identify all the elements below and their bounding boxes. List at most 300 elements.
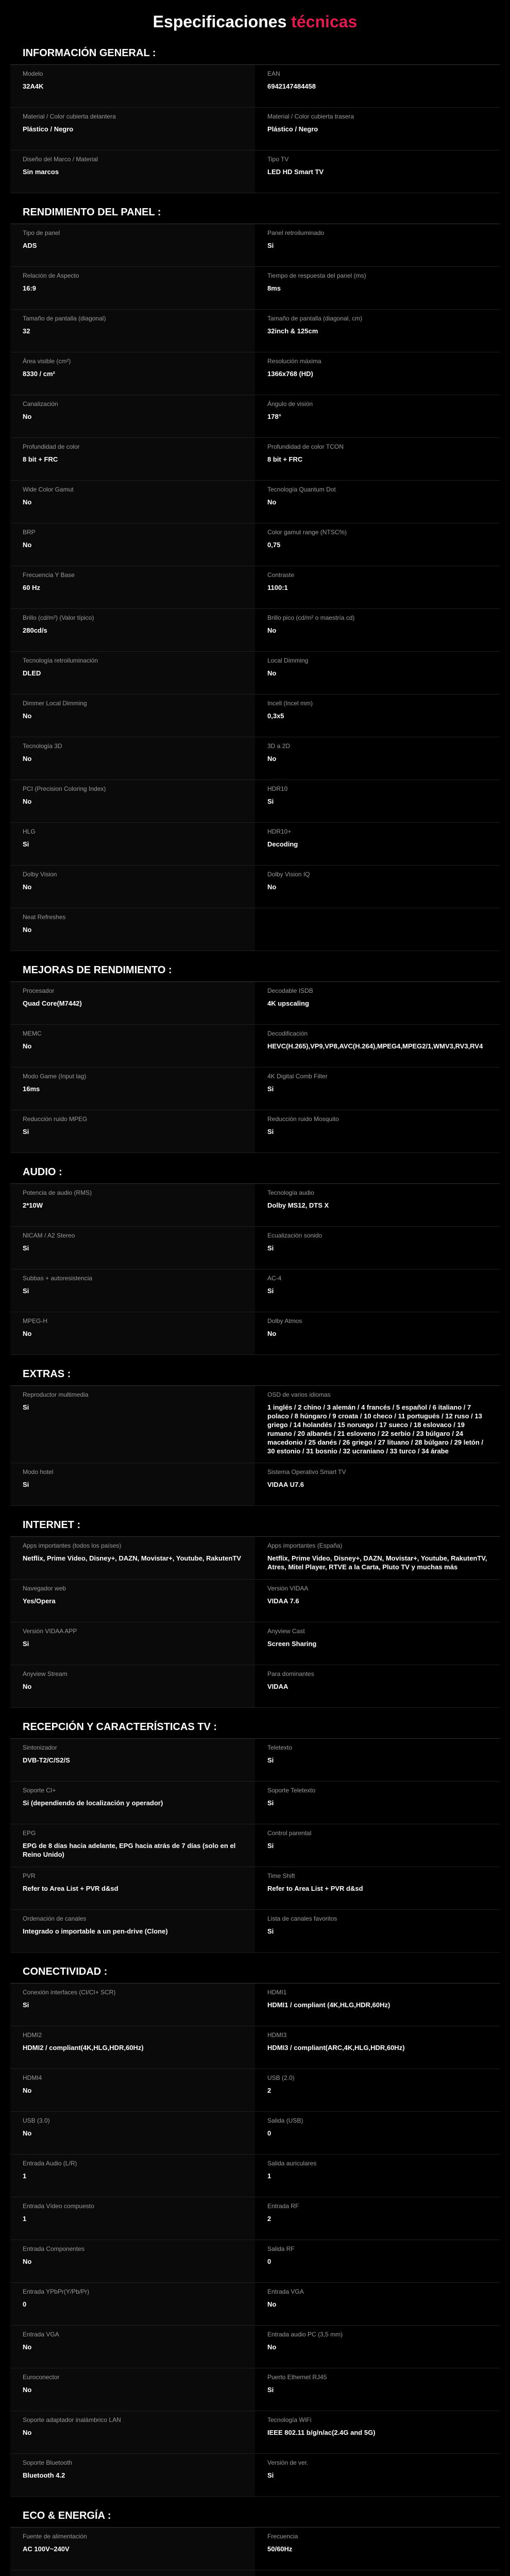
- spec-value: VIDAA 7.6: [267, 1597, 299, 1605]
- spec-value: Plástico / Negro: [267, 125, 318, 133]
- spec-value: Si: [267, 2471, 274, 2479]
- spec-value: VIDAA: [267, 1683, 288, 1690]
- spec-label: Puerto Ethernet RJ45: [267, 2374, 327, 2381]
- spec-item: [10, 310, 255, 352]
- page-title: [0, 0, 510, 34]
- spec-item: [10, 1463, 255, 1506]
- spec-label: Tecnología Quantum Dot: [267, 486, 336, 493]
- spec-label: Tiempo de respuesta del panel (ms): [267, 272, 366, 279]
- spec-sections: [0, 34, 510, 2576]
- spec-item: [10, 523, 255, 566]
- spec-value: Si: [267, 2386, 274, 2394]
- spec-value: Si: [23, 1640, 29, 1648]
- spec-item: [255, 1782, 500, 1824]
- spec-value: No: [267, 626, 277, 634]
- spec-section: [10, 193, 500, 951]
- spec-value: Si: [23, 1244, 29, 1252]
- spec-label: Canalización: [23, 400, 58, 408]
- spec-item: [255, 2368, 500, 2411]
- spec-value: No: [267, 2343, 277, 2351]
- spec-grid: [10, 1184, 500, 1355]
- spec-item: [10, 2528, 255, 2570]
- spec-label: Entrada VGA: [267, 2288, 304, 2295]
- spec-label: Panel retroiluminado: [267, 229, 325, 236]
- spec-item: [10, 65, 255, 108]
- spec-item: [10, 2026, 255, 2069]
- spec-item: [10, 780, 255, 823]
- spec-item: [255, 609, 500, 652]
- spec-label: Ordenación de canales: [23, 1915, 87, 1922]
- spec-label: Teletexto: [267, 1744, 293, 1751]
- spec-label: Lista de canales favoritos: [267, 1915, 337, 1922]
- spec-label: Modo hotel: [23, 1468, 54, 1476]
- spec-item: [255, 150, 500, 193]
- spec-label: OSD de varios idiomas: [267, 1391, 331, 1398]
- spec-value: No: [23, 2386, 32, 2394]
- spec-item: [255, 823, 500, 866]
- spec-label: Versión de ver.: [267, 2459, 309, 2466]
- spec-label: 3D a 2D: [267, 742, 291, 750]
- spec-item: [10, 1984, 255, 2026]
- spec-label: Apps importantes (España): [267, 1542, 343, 1549]
- spec-label: Entrada Audio (L/R): [23, 2160, 77, 2167]
- spec-item: [255, 1386, 500, 1463]
- spec-section: [10, 1953, 500, 2497]
- spec-item: [10, 566, 255, 609]
- spec-value: 2: [267, 2215, 271, 2223]
- spec-label: Tecnología retroiluminación: [23, 657, 98, 664]
- spec-value: AC 100V~240V: [23, 2545, 70, 2553]
- spec-label: Tamaño de pantalla (diagonal): [23, 315, 106, 322]
- spec-value: Netflix, Prime Video, Disney+, DAZN, Movistar+, Youtube, RakutenTV, Atres, Mitel Player, RTVE a la Carta, Pluto TV y muchas más: [267, 1554, 487, 1571]
- spec-label: Brillo pico (cd/m² o maestría cd): [267, 614, 355, 621]
- spec-label: Tecnología WiFi: [267, 2416, 312, 2424]
- spec-value: HDMI2 / compliant(4K,HLG,HDR,60Hz): [23, 2044, 144, 2052]
- spec-value: Si: [23, 1481, 29, 1488]
- spec-label: Relación de Aspecto: [23, 272, 79, 279]
- spec-value: 50/60Hz: [267, 2545, 293, 2553]
- spec-item: [255, 780, 500, 823]
- spec-label: Ángulo de visión: [267, 400, 313, 408]
- spec-value: 0,3x5: [267, 712, 284, 720]
- spec-value: Si: [267, 798, 274, 805]
- spec-item: [10, 1537, 255, 1580]
- section-title: INTERNET :: [10, 1506, 500, 1537]
- spec-item: [255, 2570, 500, 2576]
- spec-value: Si: [267, 1244, 274, 1252]
- spec-item: [10, 2155, 255, 2197]
- spec-label: USB (3.0): [23, 2117, 50, 2124]
- spec-item: [10, 694, 255, 737]
- spec-value: No: [23, 926, 32, 934]
- section-title: AUDIO :: [10, 1153, 500, 1184]
- spec-value: No: [23, 2129, 32, 2137]
- spec-value: 8 bit + FRC: [23, 455, 58, 463]
- spec-value: No: [23, 883, 32, 891]
- spec-label: NICAM / A2 Stereo: [23, 1232, 75, 1239]
- spec-item: [255, 481, 500, 523]
- spec-label: Entrada Vídeo compuesto: [23, 2202, 94, 2210]
- spec-section: [10, 951, 500, 1153]
- spec-value: No: [267, 498, 277, 506]
- spec-label: Profundidad de color: [23, 443, 80, 450]
- spec-label: Material / Color cubierta delantera: [23, 113, 116, 120]
- spec-label: MPEG-H: [23, 1317, 47, 1325]
- spec-label: Decodable ISDB: [267, 987, 313, 994]
- spec-value: Si: [23, 1287, 29, 1295]
- spec-label: HDR10: [267, 785, 288, 792]
- spec-label: Salida auriculares: [267, 2160, 317, 2167]
- spec-item: [255, 1910, 500, 1953]
- spec-value: No: [23, 1683, 32, 1690]
- spec-item: [10, 438, 255, 481]
- spec-label: Entrada audio PC (3,5 mm): [267, 2331, 343, 2338]
- spec-item: [10, 2112, 255, 2155]
- spec-label: Dimmer Local Dimming: [23, 700, 87, 707]
- spec-item: [10, 1110, 255, 1153]
- spec-label: Euroconector: [23, 2374, 60, 2381]
- spec-label: Ecualización sonido: [267, 1232, 322, 1239]
- spec-label: Sintonizador: [23, 1744, 57, 1751]
- spec-section: [10, 1708, 500, 1953]
- spec-label: Soporte CI+: [23, 1787, 56, 1794]
- spec-item: [10, 1067, 255, 1110]
- spec-label: Diseño del Marco / Material: [23, 156, 98, 163]
- spec-item: [255, 2411, 500, 2454]
- spec-label: PVR: [23, 1872, 36, 1879]
- spec-item: [255, 2283, 500, 2326]
- spec-item: [255, 438, 500, 481]
- spec-value: 0: [267, 2258, 271, 2265]
- spec-value: No: [23, 2343, 32, 2351]
- spec-value: No: [23, 2429, 32, 2436]
- spec-item: [255, 2454, 500, 2497]
- spec-value: 32inch & 125cm: [267, 327, 318, 335]
- spec-item: [10, 2197, 255, 2240]
- spec-item: [255, 566, 500, 609]
- spec-item: [255, 1227, 500, 1269]
- spec-value: No: [267, 1330, 277, 1337]
- spec-label: Control parental: [267, 1829, 312, 1837]
- spec-value: No: [267, 2300, 277, 2308]
- spec-item: [255, 737, 500, 780]
- spec-item: [255, 1463, 500, 1506]
- spec-label: Modelo: [23, 70, 43, 77]
- spec-item: [10, 652, 255, 694]
- spec-label: Área visible (cm²): [23, 358, 71, 365]
- spec-value: 16ms: [23, 1085, 40, 1093]
- spec-item: [10, 1269, 255, 1312]
- spec-label: Entrada YPbPr(Y/Pb/Pr): [23, 2288, 90, 2295]
- spec-value: No: [23, 755, 32, 762]
- spec-label: Dolby Vision: [23, 871, 57, 878]
- spec-value: 60 Hz: [23, 584, 40, 591]
- spec-label: Tipo de panel: [23, 229, 60, 236]
- spec-item: [10, 395, 255, 438]
- spec-item: [255, 1867, 500, 1910]
- spec-item: [255, 2197, 500, 2240]
- spec-value: Si: [267, 1128, 274, 1136]
- spec-item: [10, 737, 255, 780]
- spec-label: Local Dimming: [267, 657, 309, 664]
- spec-label: Navegador web: [23, 1585, 66, 1592]
- spec-value: Refer to Area List + PVR d&sd: [267, 1885, 363, 1892]
- spec-value: Si: [23, 840, 29, 848]
- spec-label: Tamaño de pantalla (diagonal, cm): [267, 315, 363, 322]
- page-title-main: Especificaciones: [152, 12, 287, 31]
- spec-item: [255, 2155, 500, 2197]
- spec-label: Dolby Vision IQ: [267, 871, 310, 878]
- spec-item: [10, 2411, 255, 2454]
- spec-item: [255, 65, 500, 108]
- spec-item: [255, 395, 500, 438]
- spec-value: Screen Sharing: [267, 1640, 317, 1648]
- spec-item: [10, 823, 255, 866]
- spec-label: Resolución máxima: [267, 358, 321, 365]
- spec-item: [10, 224, 255, 267]
- spec-value: Dolby MS12, DTS X: [267, 1201, 329, 1209]
- spec-label: Anyview Stream: [23, 1670, 67, 1677]
- spec-label: HDMI2: [23, 2031, 42, 2039]
- spec-value: ADS: [23, 242, 37, 249]
- spec-grid: [10, 224, 500, 951]
- spec-value: 1100:1: [267, 584, 288, 591]
- spec-section: [10, 1355, 500, 1506]
- spec-label: Profundidad de color TCON: [267, 443, 344, 450]
- spec-item: [255, 523, 500, 566]
- spec-item: [255, 2528, 500, 2570]
- spec-item: [10, 2069, 255, 2112]
- spec-section: [10, 1153, 500, 1355]
- spec-item: [255, 108, 500, 150]
- spec-label: HDR10+: [267, 828, 292, 835]
- spec-value: DLED: [23, 669, 41, 677]
- spec-label: Dolby Atmos: [267, 1317, 302, 1325]
- spec-value: EPG de 8 días hacia adelante, EPG hacia atrás de 7 días (solo en el Reino Unido): [23, 1842, 236, 1858]
- spec-item: [255, 310, 500, 352]
- spec-value: Sin marcos: [23, 168, 59, 176]
- spec-value: HDMI3 / compliant(ARC,4K,HLG,HDR,60Hz): [267, 2044, 405, 2052]
- spec-label: HLG: [23, 828, 36, 835]
- spec-item: [255, 224, 500, 267]
- spec-section: [10, 1506, 500, 1708]
- spec-label: MEMC: [23, 1030, 42, 1037]
- spec-value: 1: [23, 2215, 27, 2223]
- spec-value: No: [23, 798, 32, 805]
- spec-item: [10, 1824, 255, 1867]
- spec-value: 6942147484458: [267, 82, 316, 90]
- spec-label: Versión VIDAA: [267, 1585, 309, 1592]
- spec-label: 4K Digital Comb Filter: [267, 1073, 328, 1080]
- spec-item: [10, 1782, 255, 1824]
- spec-item: [255, 1580, 500, 1622]
- spec-value: Yes/Opera: [23, 1597, 56, 1605]
- spec-label: EPG: [23, 1829, 36, 1837]
- spec-label: HDMI1: [267, 1989, 287, 1996]
- spec-label: Soporte Teletexto: [267, 1787, 316, 1794]
- spec-label: Frecuencia Y Base: [23, 571, 75, 579]
- spec-value: No: [23, 2258, 32, 2265]
- spec-item: [255, 267, 500, 310]
- spec-value: No: [23, 2087, 32, 2094]
- spec-value: 32A4K: [23, 82, 44, 90]
- spec-item: [10, 1580, 255, 1622]
- spec-grid: [10, 1537, 500, 1708]
- spec-item: [10, 982, 255, 1025]
- spec-grid: [10, 1739, 500, 1953]
- spec-label: Material / Color cubierta trasera: [267, 113, 354, 120]
- spec-item: [255, 1665, 500, 1708]
- spec-item: [255, 2326, 500, 2368]
- spec-item: [255, 866, 500, 908]
- spec-label: Salida RF: [267, 2245, 295, 2252]
- spec-value: HDMI1 / compliant (4K,HLG,HDR,60Hz): [267, 2001, 390, 2009]
- spec-grid: [10, 982, 500, 1153]
- spec-item: [255, 2112, 500, 2155]
- spec-value: 178°: [267, 413, 281, 420]
- spec-value: Si: [267, 1756, 274, 1764]
- spec-value: Decoding: [267, 840, 298, 848]
- spec-label: Modo Game (Input lag): [23, 1073, 87, 1080]
- spec-item: [10, 2368, 255, 2411]
- spec-value: 2*10W: [23, 1201, 43, 1209]
- spec-grid: [10, 1984, 500, 2497]
- spec-label: Incell (Incel mm): [267, 700, 313, 707]
- spec-value: Refer to Area List + PVR d&sd: [23, 1885, 118, 1892]
- spec-label: Sistema Operativo Smart TV: [267, 1468, 346, 1476]
- spec-grid: [10, 65, 500, 193]
- spec-value: Integrado o importable a un pen-drive (Clone): [23, 1927, 168, 1935]
- spec-value: Quad Core(M7442): [23, 999, 82, 1007]
- spec-item: [255, 1984, 500, 2026]
- spec-item: [255, 982, 500, 1025]
- spec-label: Apps importantes (todos los países): [23, 1542, 122, 1549]
- spec-value: No: [23, 1042, 32, 1050]
- spec-item: [10, 1025, 255, 1067]
- spec-value: LED HD Smart TV: [267, 168, 324, 176]
- spec-item: [10, 1867, 255, 1910]
- spec-value: IEEE 802.11 b/g/n/ac(2.4G and 5G): [267, 2429, 376, 2436]
- spec-value: 8 bit + FRC: [267, 455, 303, 463]
- spec-item: [10, 2283, 255, 2326]
- spec-value: Si: [23, 2001, 29, 2009]
- page-title-accent: técnicas: [291, 12, 358, 31]
- spec-label: Anyview Cast: [267, 1628, 305, 1635]
- spec-item: [10, 2326, 255, 2368]
- spec-item: [10, 2570, 255, 2576]
- spec-item: [10, 481, 255, 523]
- section-title: MEJORAS DE RENDIMIENTO :: [10, 951, 500, 982]
- spec-item: [10, 108, 255, 150]
- spec-item: [10, 1227, 255, 1269]
- spec-label: Brillo (cd/m²) (Valor típico): [23, 614, 94, 621]
- spec-value: No: [23, 541, 32, 549]
- spec-label: EAN: [267, 70, 280, 77]
- spec-label: Reducción ruido Mosquito: [267, 1115, 339, 1123]
- spec-label: Procesador: [23, 987, 55, 994]
- spec-value: No: [23, 712, 32, 720]
- section-title: EXTRAS :: [10, 1355, 500, 1386]
- spec-item: [255, 1824, 500, 1867]
- spec-item: [10, 1184, 255, 1227]
- spec-label: Color gamut range (NTSC%): [267, 529, 347, 536]
- spec-item: [255, 1739, 500, 1782]
- spec-value: 8ms: [267, 284, 281, 292]
- spec-item: [255, 1067, 500, 1110]
- spec-item: [10, 1312, 255, 1355]
- section-title: ECO & ENERGÍA :: [10, 2497, 500, 2528]
- spec-value: 16:9: [23, 284, 37, 292]
- spec-label: PCI (Precision Coloring Index): [23, 785, 106, 792]
- spec-label: Salida (USB): [267, 2117, 303, 2124]
- spec-label: Versión VIDAA APP: [23, 1628, 77, 1635]
- spec-item: [10, 2454, 255, 2497]
- spec-section: [10, 2497, 500, 2576]
- spec-value: No: [23, 1330, 32, 1337]
- spec-label: Soporte adaptador inalámbrico LAN: [23, 2416, 121, 2424]
- spec-label: Conexión interfaces (CI/CI+ SCR): [23, 1989, 116, 1996]
- spec-value: Netflix, Prime Video, Disney+, DAZN, Movistar+, Youtube, RakutenTV: [23, 1554, 242, 1562]
- spec-label: Para dominantes: [267, 1670, 314, 1677]
- spec-label: Neat Refreshes: [23, 913, 66, 921]
- spec-value: 1: [267, 2172, 271, 2180]
- spec-label: Potencia de audio (RMS): [23, 1189, 92, 1196]
- spec-value: 280cd/s: [23, 626, 47, 634]
- spec-item: [255, 694, 500, 737]
- spec-value: Si: [267, 1799, 274, 1807]
- spec-item: [10, 866, 255, 908]
- spec-item: [10, 1386, 255, 1463]
- spec-value: Si: [267, 1287, 274, 1295]
- spec-value: Si: [23, 1128, 29, 1136]
- spec-label: AC-4: [267, 1275, 282, 1282]
- spec-label: Entrada Componentes: [23, 2245, 85, 2252]
- spec-item: [10, 1665, 255, 1708]
- spec-label: BRP: [23, 529, 36, 536]
- spec-item: [10, 609, 255, 652]
- spec-label: HDMI4: [23, 2074, 42, 2081]
- spec-label: Subbas + autoresistencia: [23, 1275, 93, 1282]
- section-title: CONECTIVIDAD :: [10, 1953, 500, 1984]
- spec-label: Soporte Bluetooth: [23, 2459, 73, 2466]
- spec-label: Frecuencia: [267, 2533, 298, 2540]
- spec-value: Si: [23, 1403, 29, 1411]
- spec-item: [255, 1312, 500, 1355]
- spec-label: Tecnología 3D: [23, 742, 62, 750]
- spec-item: [255, 1622, 500, 1665]
- spec-item: [255, 1537, 500, 1580]
- spec-value: Si: [267, 1085, 274, 1093]
- spec-item: [10, 1910, 255, 1953]
- spec-value: 4K upscaling: [267, 999, 309, 1007]
- spec-value: Bluetooth 4.2: [23, 2471, 65, 2479]
- spec-value: No: [267, 755, 277, 762]
- spec-item: [10, 1622, 255, 1665]
- spec-value: No: [23, 413, 32, 420]
- spec-grid: [10, 1386, 500, 1506]
- spec-item: [255, 1184, 500, 1227]
- spec-value: No: [267, 883, 277, 891]
- spec-value: 32: [23, 327, 30, 335]
- spec-value: Si: [267, 1842, 274, 1850]
- spec-value: VIDAA U7.6: [267, 1481, 304, 1488]
- spec-item: [255, 652, 500, 694]
- spec-value: 1 inglés / 2 chino / 3 alemán / 4 francés / 5 español / 6 italiano / 7 polaco / 8 húngaro / 9 croata / 10 checo / 11 portugués / 12 ruso / 13 griego / 14 holandés / 15 noruego / 17 sueco / 18 eslovaco / 19 rumano / 20 albanés / 21 esloveno / 22 serbio / 23 búlgaro / 24 macedonio / 25 danés / 26 griego / 27 lituano / 28 búlgaro / 29 letón / 30 estonio / 31 bosnio / 32 ucraniano / 33 turco / 34 árabe: [267, 1403, 484, 1455]
- spec-item: [10, 267, 255, 310]
- spec-value: Plástico / Negro: [23, 125, 74, 133]
- spec-label: Decodificación: [267, 1030, 308, 1037]
- spec-label: Entrada VGA: [23, 2331, 59, 2338]
